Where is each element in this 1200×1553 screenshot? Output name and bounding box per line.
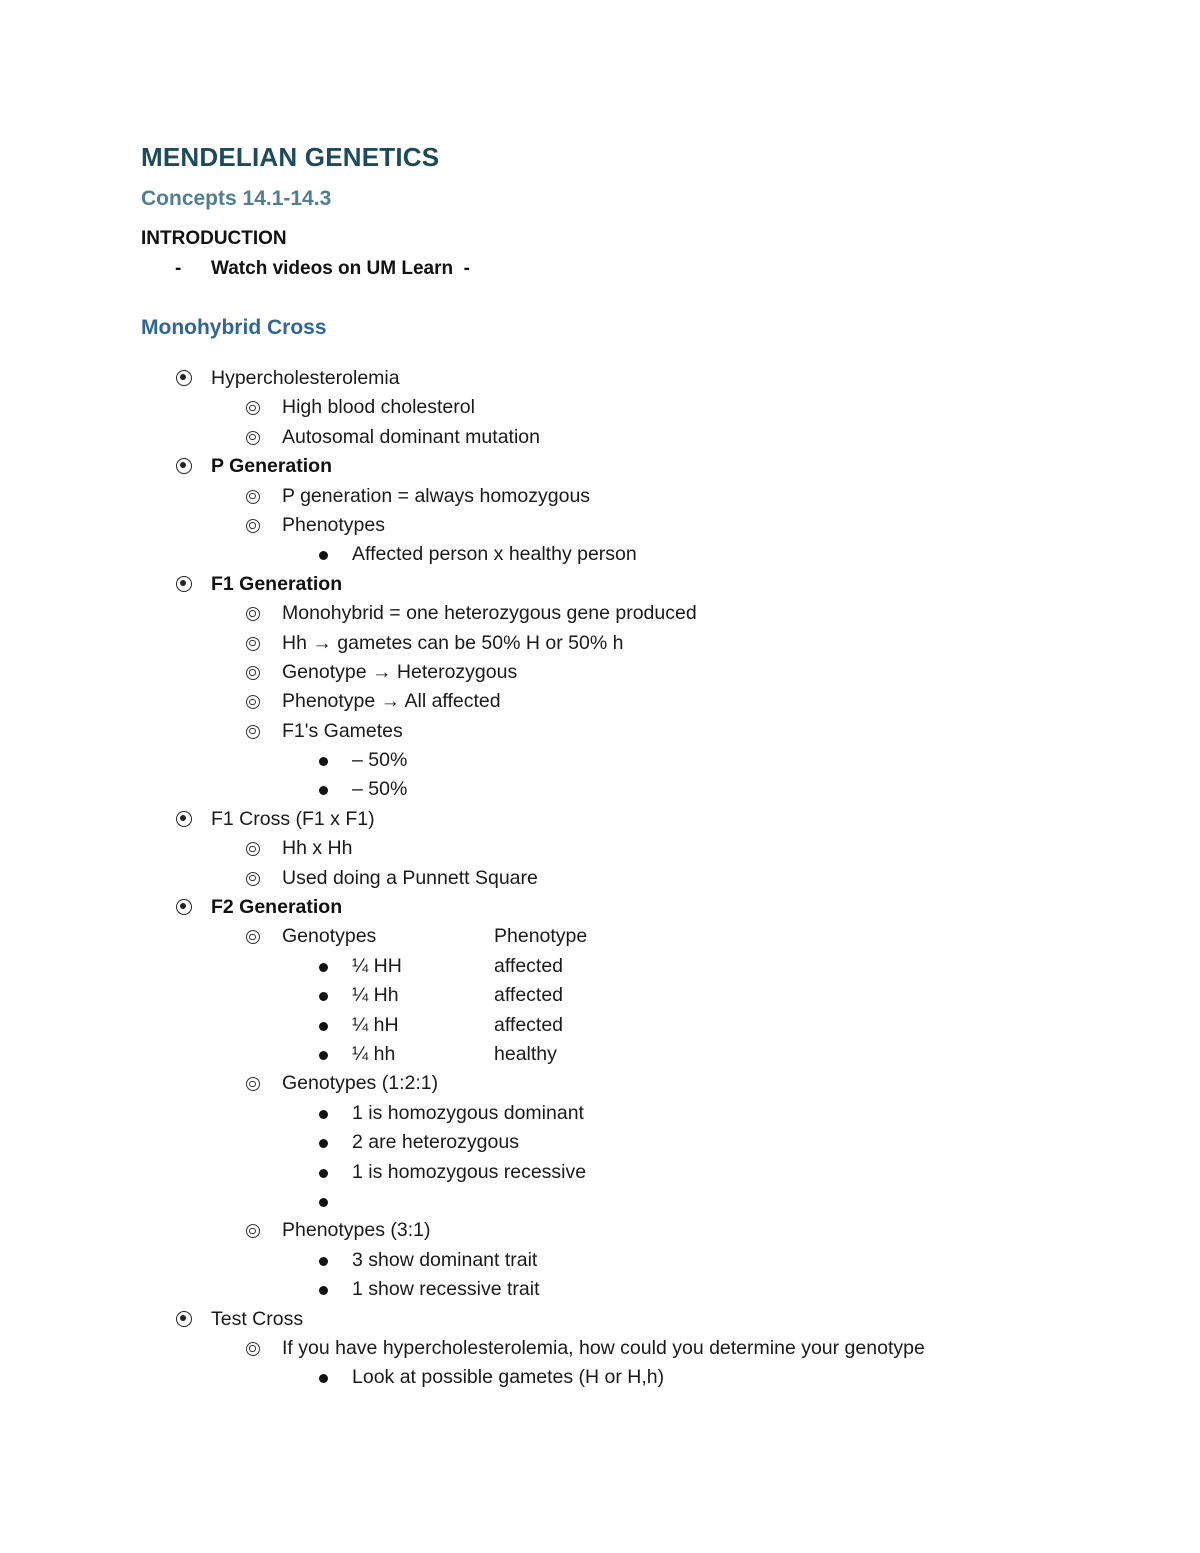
double-circle-bullet-icon <box>246 1342 260 1356</box>
outline-item-level-2 <box>0 687 1200 716</box>
outline-item-text: ¼ hH <box>352 1013 399 1036</box>
section-heading: Monohybrid Cross <box>141 316 327 339</box>
outline-item-text: Genotypes <box>282 925 377 948</box>
outline-item-level-2 <box>0 629 1200 658</box>
outline-item-level-3 <box>0 981 1200 1010</box>
outline-item-level-3 <box>0 1246 1200 1275</box>
outline-item-text: – 50% <box>352 749 408 772</box>
outline-item-level-3 <box>0 952 1200 981</box>
document-subtitle: Concepts 14.1-14.3 <box>141 187 332 210</box>
outline-item-level-3 <box>0 540 1200 569</box>
filled-dot-bullet-icon <box>319 1257 328 1266</box>
outline-item-text: P generation = always homozygous <box>282 484 591 507</box>
outline-item-text: ¼ HH <box>352 954 402 977</box>
filled-dot-bullet-icon <box>319 1110 328 1119</box>
outline-item-text: F1 Cross (F1 x F1) <box>211 807 375 830</box>
filled-dot-bullet-icon <box>319 1022 328 1031</box>
outline-item-text: 1 is homozygous dominant <box>352 1101 584 1124</box>
outline-item-text: 1 is homozygous recessive <box>352 1160 587 1183</box>
outline-item-level-2 <box>0 599 1200 628</box>
outline-item-text: Test Cross <box>211 1307 304 1330</box>
outline-item-text: F1 Generation <box>211 572 343 595</box>
outline-item-level-3 <box>0 1099 1200 1128</box>
filled-dot-bullet-icon <box>319 1169 328 1178</box>
outline-item-level-3 <box>0 1363 1200 1392</box>
outline-item-level-2 <box>0 1216 1200 1245</box>
double-circle-bullet-icon <box>246 666 260 680</box>
outline-item-level-3 <box>0 1128 1200 1157</box>
intro-line <box>175 258 470 280</box>
circle-dot-bullet-icon <box>176 899 192 915</box>
double-circle-bullet-icon <box>246 401 260 415</box>
double-circle-bullet-icon <box>246 519 260 533</box>
outline-item-text: Affected person x healthy person <box>352 543 637 566</box>
outline-item-level-1 <box>0 1305 1200 1334</box>
outline-item-level-3 <box>0 775 1200 804</box>
outline-item-phenotype: affected <box>494 984 564 1007</box>
circle-dot-bullet-icon <box>176 1311 192 1327</box>
outline-item-text: Hypercholesterolemia <box>211 367 400 389</box>
outline-item-level-2 <box>0 393 1200 422</box>
outline-item-level-2 <box>0 864 1200 893</box>
outline-list <box>0 364 1200 1393</box>
outline-item-level-1 <box>0 893 1200 922</box>
double-circle-bullet-icon <box>246 1224 260 1238</box>
intro-text: Watch videos on UM Learn <box>211 258 454 279</box>
outline-item-phenotype: affected <box>494 954 564 977</box>
filled-dot-bullet-icon <box>319 1374 328 1383</box>
outline-item-level-3 <box>0 1011 1200 1040</box>
double-circle-bullet-icon <box>246 637 260 651</box>
double-circle-bullet-icon <box>246 930 260 944</box>
outline-item-text: Autosomal dominant mutation <box>282 425 540 448</box>
outline-item-phenotype: healthy <box>494 1042 557 1065</box>
outline-item-text: 2 are heterozygous <box>352 1131 519 1154</box>
outline-item-text: Hh x Hh <box>282 837 353 860</box>
outline-item-text: Genotypes (1:2:1) <box>282 1072 439 1095</box>
outline-item-level-2 <box>0 1069 1200 1098</box>
filled-dot-bullet-icon <box>319 1139 328 1148</box>
outline-item-text: If you have hypercholesterolemia, how could you determine your genotype <box>282 1336 925 1359</box>
outline-item-text: Phenotype → All affected <box>282 690 501 713</box>
outline-item-text: 1 show recessive trait <box>352 1278 540 1301</box>
outline-item-phenotype: affected <box>494 1013 564 1036</box>
double-circle-bullet-icon <box>246 872 260 886</box>
outline-item-text: Monohybrid = one heterozygous gene produced <box>282 602 697 625</box>
outline-item-text: Used doing a Punnett Square <box>282 866 538 889</box>
double-circle-bullet-icon <box>246 695 260 709</box>
outline-item-text: Phenotypes (3:1) <box>282 1219 431 1242</box>
intro-heading: INTRODUCTION <box>141 228 287 249</box>
outline-item-level-2 <box>0 834 1200 863</box>
filled-dot-bullet-icon <box>319 1051 328 1060</box>
outline-item-text: F1's Gametes <box>282 719 403 742</box>
outline-item-text: ¼ Hh <box>352 984 399 1007</box>
double-circle-bullet-icon <box>246 842 260 856</box>
outline-item-level-2 <box>0 482 1200 511</box>
filled-dot-bullet-icon <box>319 963 328 972</box>
outline-item-text: Hh → gametes can be 50% H or 50% h <box>282 631 624 654</box>
outline-item-level-2 <box>0 1334 1200 1363</box>
outline-item-level-3 <box>0 1275 1200 1304</box>
outline-item-text: P Generation <box>211 455 333 478</box>
double-circle-bullet-icon <box>246 490 260 504</box>
outline-item-text: – 50% <box>352 778 408 801</box>
outline-item-level-1 <box>0 364 1200 393</box>
outline-item-level-3 <box>0 1187 1200 1216</box>
filled-dot-bullet-icon <box>319 551 328 560</box>
double-circle-bullet-icon <box>246 431 260 445</box>
circle-dot-bullet-icon <box>176 576 192 592</box>
outline-item-text: Phenotypes <box>282 513 385 536</box>
double-circle-bullet-icon <box>246 725 260 739</box>
filled-dot-bullet-icon <box>319 992 328 1001</box>
circle-dot-bullet-icon <box>176 811 192 827</box>
outline-item-text: High blood cholesterol <box>282 396 475 419</box>
double-circle-bullet-icon <box>246 607 260 621</box>
outline-item-level-2 <box>0 658 1200 687</box>
dash-left: - <box>175 258 182 279</box>
outline-item-level-1 <box>0 570 1200 599</box>
filled-dot-bullet-icon <box>319 1198 328 1207</box>
outline-item-level-3 <box>0 1040 1200 1069</box>
circle-dot-bullet-icon <box>176 370 192 386</box>
outline-item-level-1 <box>0 452 1200 481</box>
outline-item-level-3 <box>0 1158 1200 1187</box>
outline-item-level-3 <box>0 746 1200 775</box>
document-title: MENDELIAN GENETICS <box>141 142 440 172</box>
circle-dot-bullet-icon <box>176 458 192 474</box>
outline-item-level-2 <box>0 717 1200 746</box>
filled-dot-bullet-icon <box>319 786 328 795</box>
double-circle-bullet-icon <box>246 1077 260 1091</box>
outline-item-level-2 <box>0 511 1200 540</box>
outline-item-text: ¼ hh <box>352 1042 396 1065</box>
filled-dot-bullet-icon <box>319 1286 328 1295</box>
outline-item-phenotype: Phenotype <box>494 925 588 948</box>
filled-dot-bullet-icon <box>319 757 328 766</box>
outline-item-level-1 <box>0 805 1200 834</box>
dash-right: - <box>463 258 470 279</box>
outline-item-text: Genotype → Heterozygous <box>282 660 518 683</box>
outline-item-text: Look at possible gametes (H or H,h) <box>352 1366 665 1389</box>
outline-item-text: 3 show dominant trait <box>352 1248 538 1271</box>
outline-item-level-2 <box>0 922 1200 951</box>
outline-item-level-2 <box>0 423 1200 452</box>
outline-item-text: F2 Generation <box>211 896 343 919</box>
